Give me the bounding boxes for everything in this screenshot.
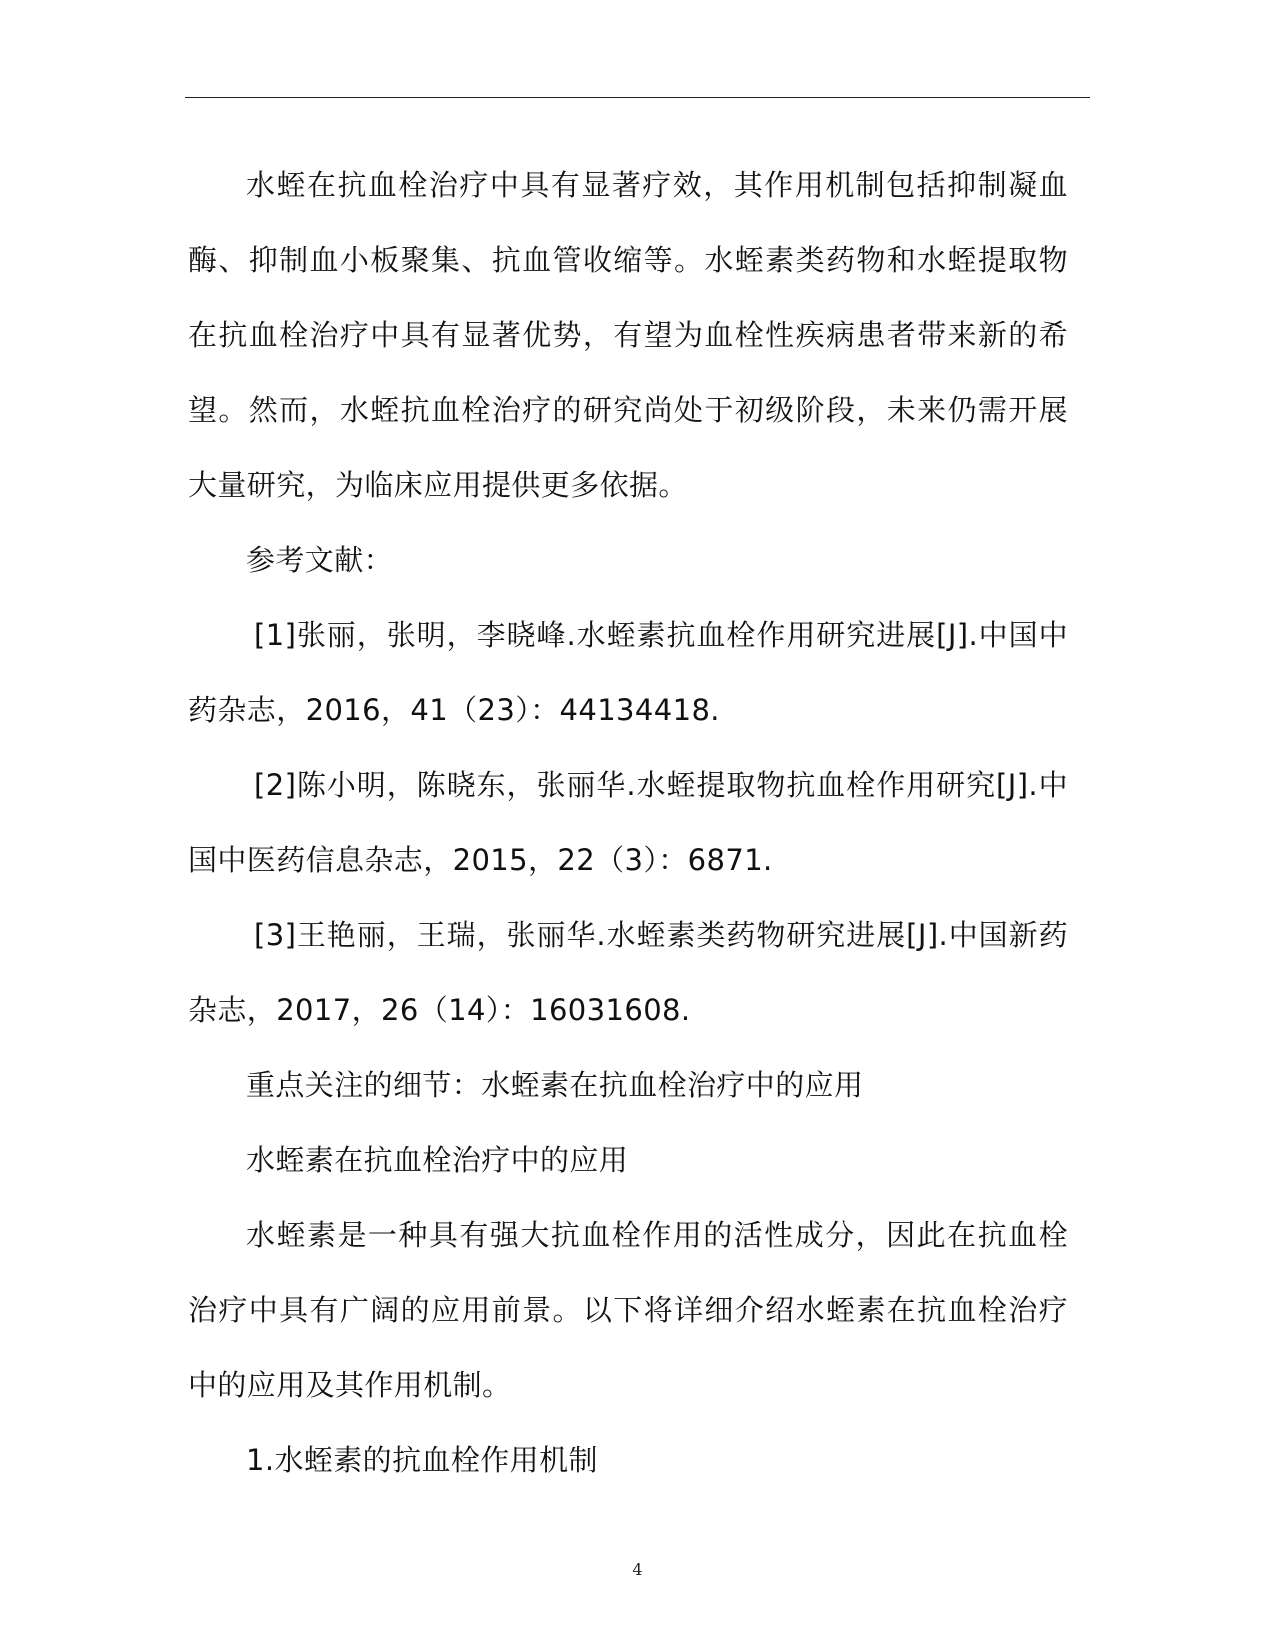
reference-item-3: [3]王艳丽，王瑞，张丽华.水蛭素类药物研究进展[J].中国新药杂志，2017，26（14）：16031608. bbox=[188, 918, 1068, 1027]
references-heading: 参考文献： bbox=[246, 543, 394, 577]
section-heading: 水蛭素在抗血栓治疗中的应用 bbox=[246, 1143, 629, 1177]
summary-paragraph: 水蛭在抗血栓治疗中具有显著疗效，其作用机制包括抑制凝血酶、抑制血小板聚集、抗血管收缩等。水蛭素类药物和水蛭提取物在抗血栓治疗中具有显著优势，有望为血栓性疾病患者带来新的希望。然而，水蛭抗血栓治疗的研究尚处于初级阶段，未来仍需开展大量研究，为临床应用提供更多依据。 bbox=[188, 168, 1068, 502]
header-rule bbox=[185, 97, 1090, 98]
document-body bbox=[188, 148, 1068, 1498]
reference-item-2: [2]陈小明，陈晓东，张丽华.水蛭提取物抗血栓作用研究[J].中国中医药信息杂志，2015，22（3）：6871. bbox=[188, 768, 1068, 877]
focus-detail-line: 重点关注的细节：水蛭素在抗血栓治疗中的应用 bbox=[246, 1068, 864, 1102]
intro-paragraph: 水蛭素是一种具有强大抗血栓作用的活性成分，因此在抗血栓治疗中具有广阔的应用前景。以下将详细介绍水蛭素在抗血栓治疗中的应用及其作用机制。 bbox=[188, 1218, 1068, 1402]
page-number: 4 bbox=[632, 1560, 643, 1579]
reference-item-1: [1]张丽，张明，李晓峰.水蛭素抗血栓作用研究进展[J].中国中药杂志，2016，41（23）：44134418. bbox=[188, 618, 1068, 727]
subsection-heading: 1.水蛭素的抗血栓作用机制 bbox=[246, 1443, 598, 1477]
